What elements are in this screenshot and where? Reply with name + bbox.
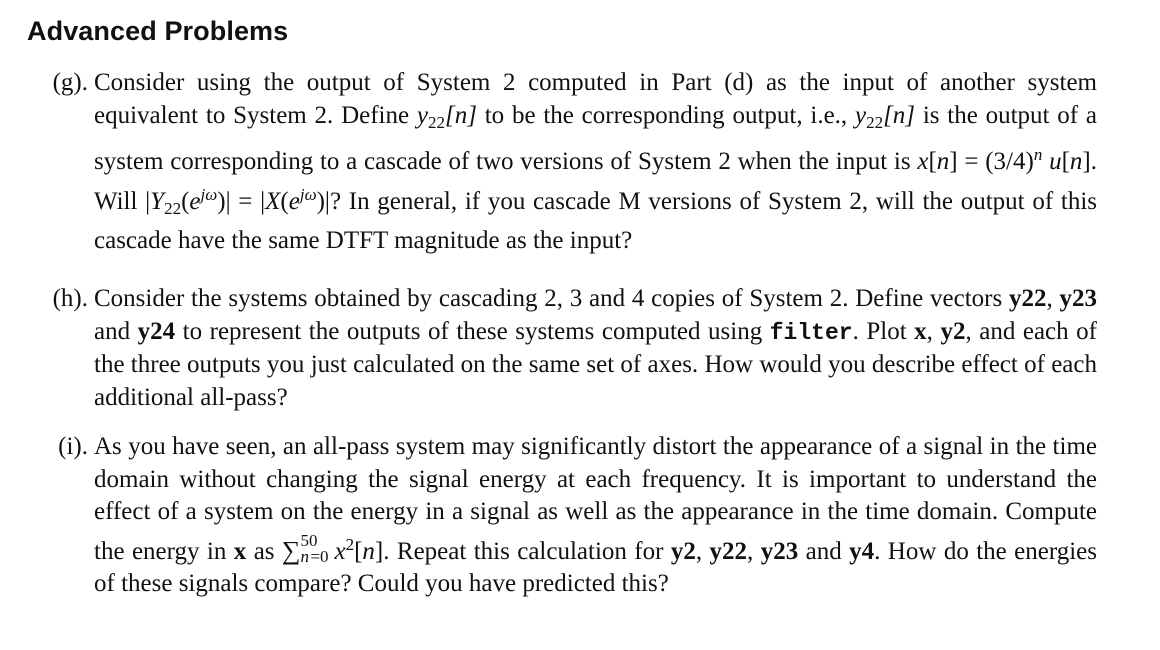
var-x: x (233, 537, 247, 565)
section-heading: Advanced Problems (27, 16, 289, 46)
math-input-definition: $x[n] = (3/4)^n$ u[n] (917, 145, 1091, 175)
problem-text: Consider the systems obtained by cascading 2, 3 and 4 copies of System 2. Define vectors y22, y23 and y24 to represent the outputs of these systems computed using filter. Plot x, y2, and each of the three outputs you just calculated on the same set of axes. How would you describe effect of each additional all-pass? (94, 285, 1097, 411)
var-y22: y22 (1008, 285, 1047, 312)
var-y23: y23 (760, 537, 799, 565)
problem-text: Consider using the output of System 2 computed in Part (d) as the input of another system equivalent to System 2. Define $y_{22}[n]$ to be the corresponding output, i.e., $y_{22}[n]$ is the output of a system corresponding to a cascade of two versions of System 2 when the input is $x[n] = (3/4)^n$ u[n]. Will $|Y_{22}(e^{j\omega})| = |X(e^{j\omega})|$? In general, if you cascade M versions of System 2, will the output of this cascade have the same DTFT magnitude as the input? (94, 69, 1098, 254)
var-x: x (914, 317, 927, 345)
math-y22n: $y_{22}[n]$ (416, 101, 477, 132)
math-y22n: $y_{22}[n]$ (854, 101, 916, 132)
math-energy-sum: ∑ 50 n =0 $x^2[n]$ (281, 530, 384, 566)
problem-label: (h). (52, 285, 88, 312)
var-y2: y2 (940, 317, 966, 345)
code-filter: filter (769, 319, 853, 346)
var-y2: y2 (670, 537, 696, 565)
problem-text: As you have seen, an all-pass system may significantly distort the appearance of a signal in the time domain without changing the signal energy at each frequency. It is important to understand the effect of a system on the energy in a signal as well as the appearance in the time domain. Compute the energy in x as ∑ 50 n =0 $x^2[n]$. Repeat this calculation for y2, y22, y23 and y4. How do the energies of these signals compare? Could you have predicted this? (94, 433, 1098, 597)
var-y4: y4 (849, 537, 875, 565)
var-y22: y22 (709, 537, 748, 565)
problem-label: (g). (52, 69, 88, 96)
var-y23: y23 (1059, 285, 1097, 312)
var-y24: y24 (137, 317, 176, 345)
problem-label: (i). (58, 433, 88, 460)
math-magnitude-equality: $|Y_{22}(e^{j\omega})| = |X(e^{j\omega})|$ (145, 184, 330, 218)
